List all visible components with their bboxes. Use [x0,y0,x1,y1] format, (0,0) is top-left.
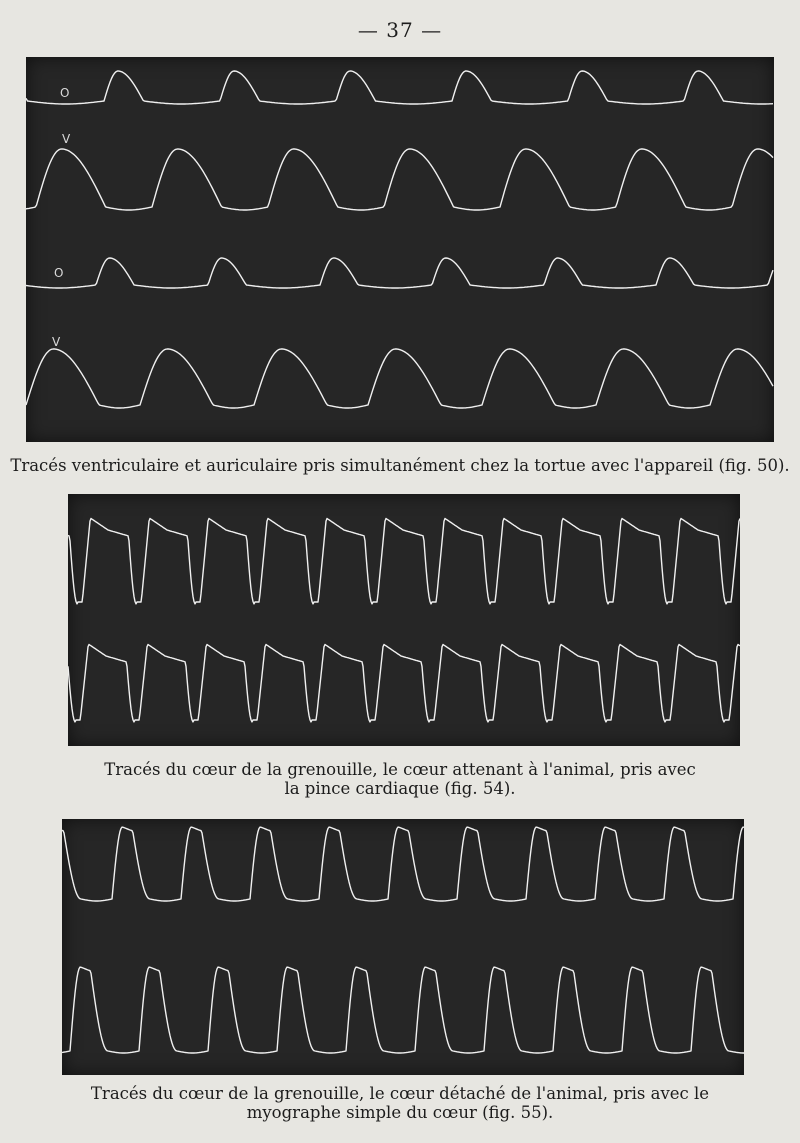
trace-label-ventricle-1: V [62,132,71,146]
frog-detached-trace-1 [62,827,744,901]
figure-55-caption [0,1084,800,1122]
ventricle-trace-1 [26,149,773,210]
figure-54-caption-line-1: Tracés du cœur de la grenouille, le cœur attenant à l'animal, pris avec [104,760,696,779]
frog-attached-trace-2 [68,645,740,722]
trace-label-auricle-1: O [60,86,70,100]
figure-55-caption-line-1: Tracés du cœur de la grenouille, le cœur détaché de l'animal, pris avec le [90,1084,710,1103]
ventricle-trace-2 [26,349,773,408]
figure-55-caption-line-2: myographe simple du cœur (fig. 55). [246,1103,554,1122]
auricle-trace-1 [26,71,773,104]
auricle-trace-2 [26,258,773,288]
frog-attached-trace-svg [68,494,740,746]
frog-detached-trace-plate [62,819,744,1075]
trace-label-auricle-2: O [54,266,64,280]
figure-54-caption [0,760,800,798]
trace-label-ventricle-2: V [52,335,61,349]
figure-50-caption-text: Tracés ventriculaire et auriculaire pris simultanément chez la tortue avec l'appareil (fig. 50). [10,456,790,475]
tortoise-trace-plate [26,57,774,442]
frog-attached-trace-plate [68,494,740,746]
frog-detached-trace-2 [62,967,744,1053]
tortoise-trace-svg [26,57,774,442]
figure-50-caption [0,456,800,475]
figure-54-caption-line-2: la pince cardiaque (fig. 54). [284,779,516,798]
page-number: — 37 — [357,18,443,42]
frog-attached-trace-1 [68,519,740,604]
frog-detached-trace-svg [62,819,744,1075]
